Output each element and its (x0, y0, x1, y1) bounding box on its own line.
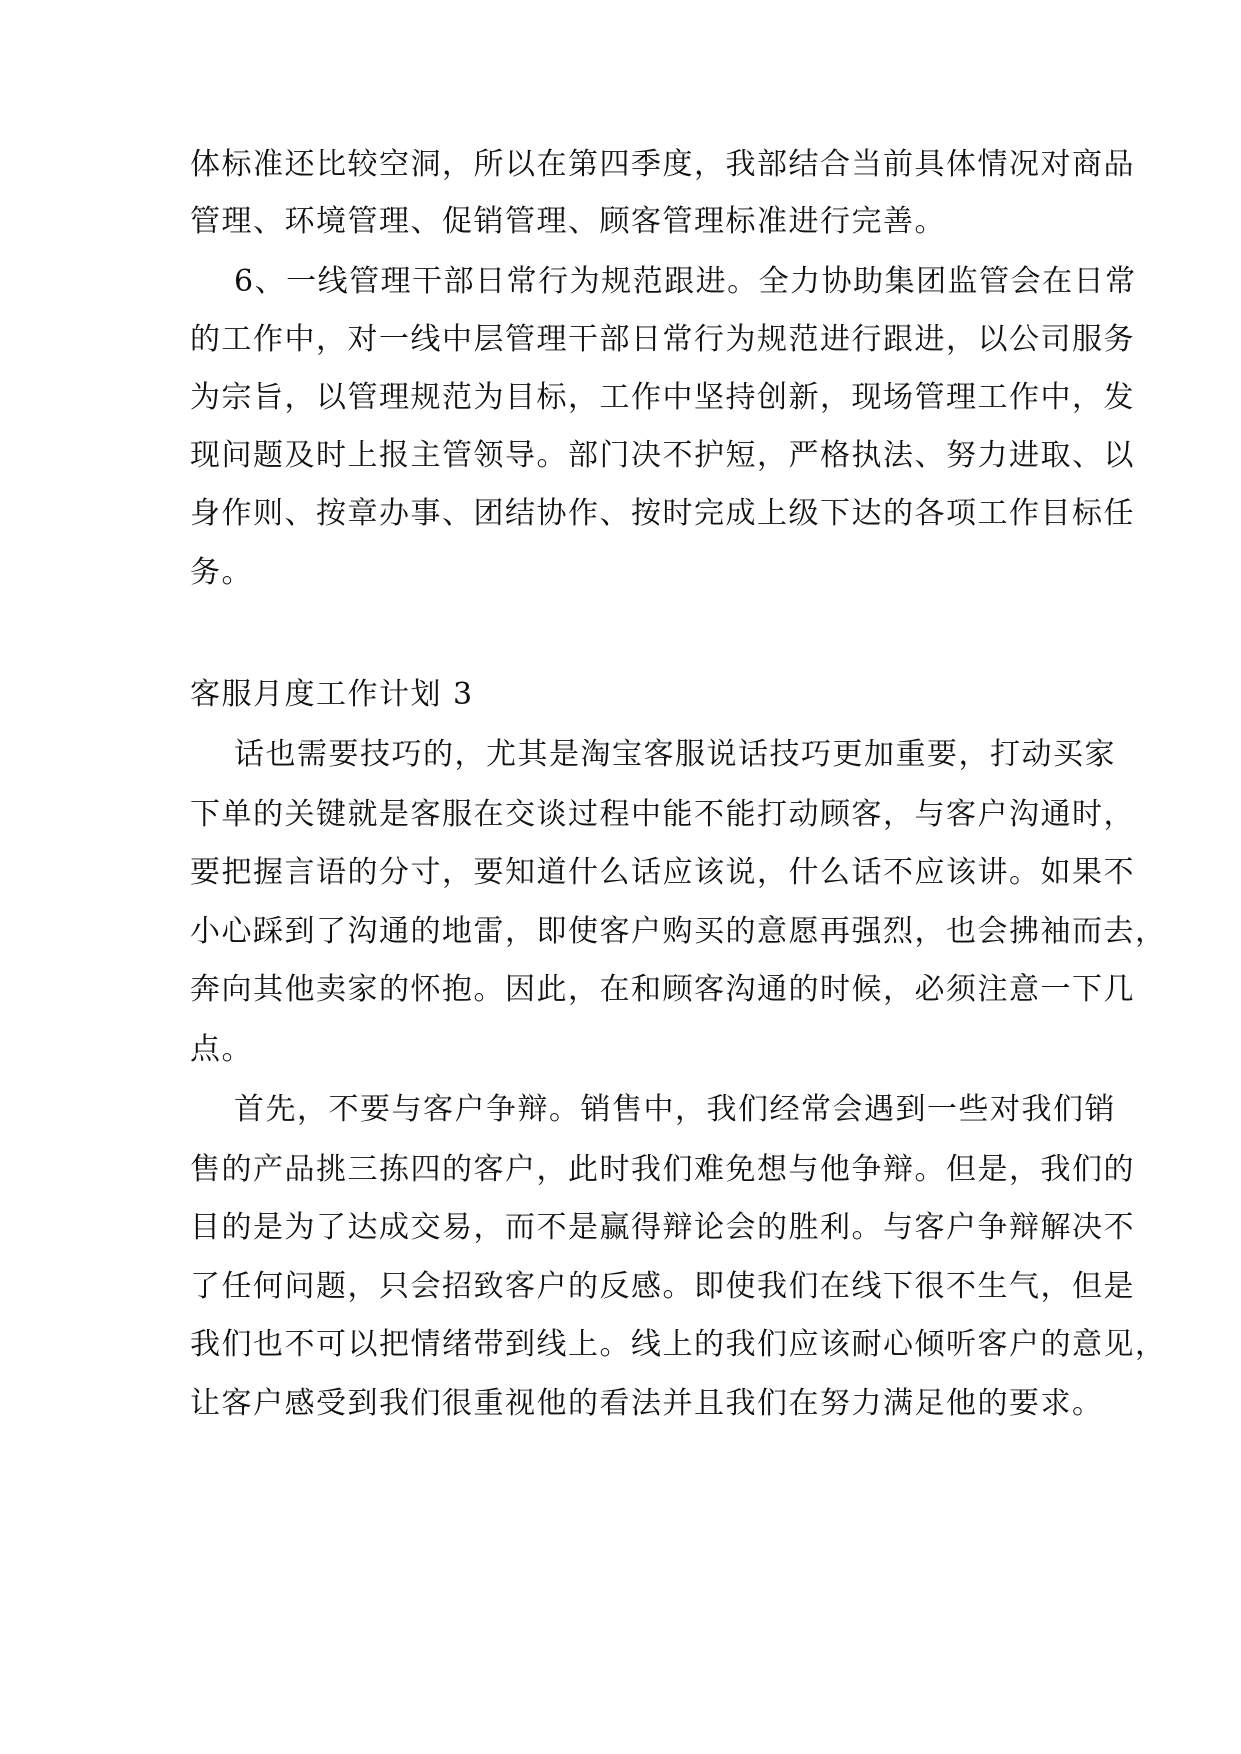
paragraph-line: 让客户感受到我们很重视他的看法并且我们在努力满足他的要求。 (190, 1386, 1104, 1421)
paragraph-line: 要把握言语的分寸，要知道什么话应该说，什么话不应该讲。如果不 (190, 855, 1135, 890)
paragraph-line: 点。 (190, 1032, 253, 1067)
paragraph-line: 为宗旨，以管理规范为目标，工作中坚持创新，现场管理工作中，发 (190, 380, 1135, 415)
paragraph-line: 奔向其他卖家的怀抱。因此，在和顾客沟通的时候，必须注意一下几 (190, 972, 1135, 1007)
paragraph-line: 管理、环境管理、促销管理、顾客管理标准进行完善。 (190, 204, 946, 239)
paragraph-line: 我们也不可以把情绪带到线上。线上的我们应该耐心倾听客户的意见， (190, 1327, 1167, 1362)
paragraph-line: 下单的关键就是客服在交谈过程中能不能打动顾客，与客户沟通时， (190, 797, 1135, 832)
paragraph-line: 目的是为了达成交易，而不是赢得辩论会的胜利。与客户争辩解决不 (190, 1210, 1135, 1245)
paragraph-line: 务。 (190, 555, 253, 590)
paragraph-line: 首先，不要与客户争辩。销售中，我们经常会遇到一些对我们销 (234, 1092, 1116, 1127)
paragraph-line: 身作则、按章办事、团结协作、按时完成上级下达的各项工作目标任 (190, 496, 1135, 531)
paragraph-line: 6、一线管理干部日常行为规范跟进。全力协助集团监管会在日常 (234, 264, 1137, 299)
paragraph-line: 小心踩到了沟通的地雷，即使客户购买的意愿再强烈，也会拂袖而去， (190, 914, 1167, 949)
paragraph-line: 话也需要技巧的，尤其是淘宝客服说话技巧更加重要，打动买家 (234, 737, 1116, 772)
paragraph-line: 体标准还比较空洞，所以在第四季度，我部结合当前具体情况对商品 (190, 147, 1135, 182)
section-heading: 客服月度工作计划 3 (190, 677, 474, 712)
paragraph-line: 了任何问题，只会招致客户的反感。即使我们在线下很不生气，但是 (190, 1269, 1135, 1304)
paragraph-line: 现问题及时上报主管领导。部门决不护短，严格执法、努力进取、以 (190, 438, 1135, 473)
paragraph-line: 的工作中，对一线中层管理干部日常行为规范进行跟进，以公司服务 (190, 322, 1135, 357)
paragraph-line: 售的产品挑三拣四的客户，此时我们难免想与他争辩。但是，我们的 (190, 1152, 1135, 1187)
